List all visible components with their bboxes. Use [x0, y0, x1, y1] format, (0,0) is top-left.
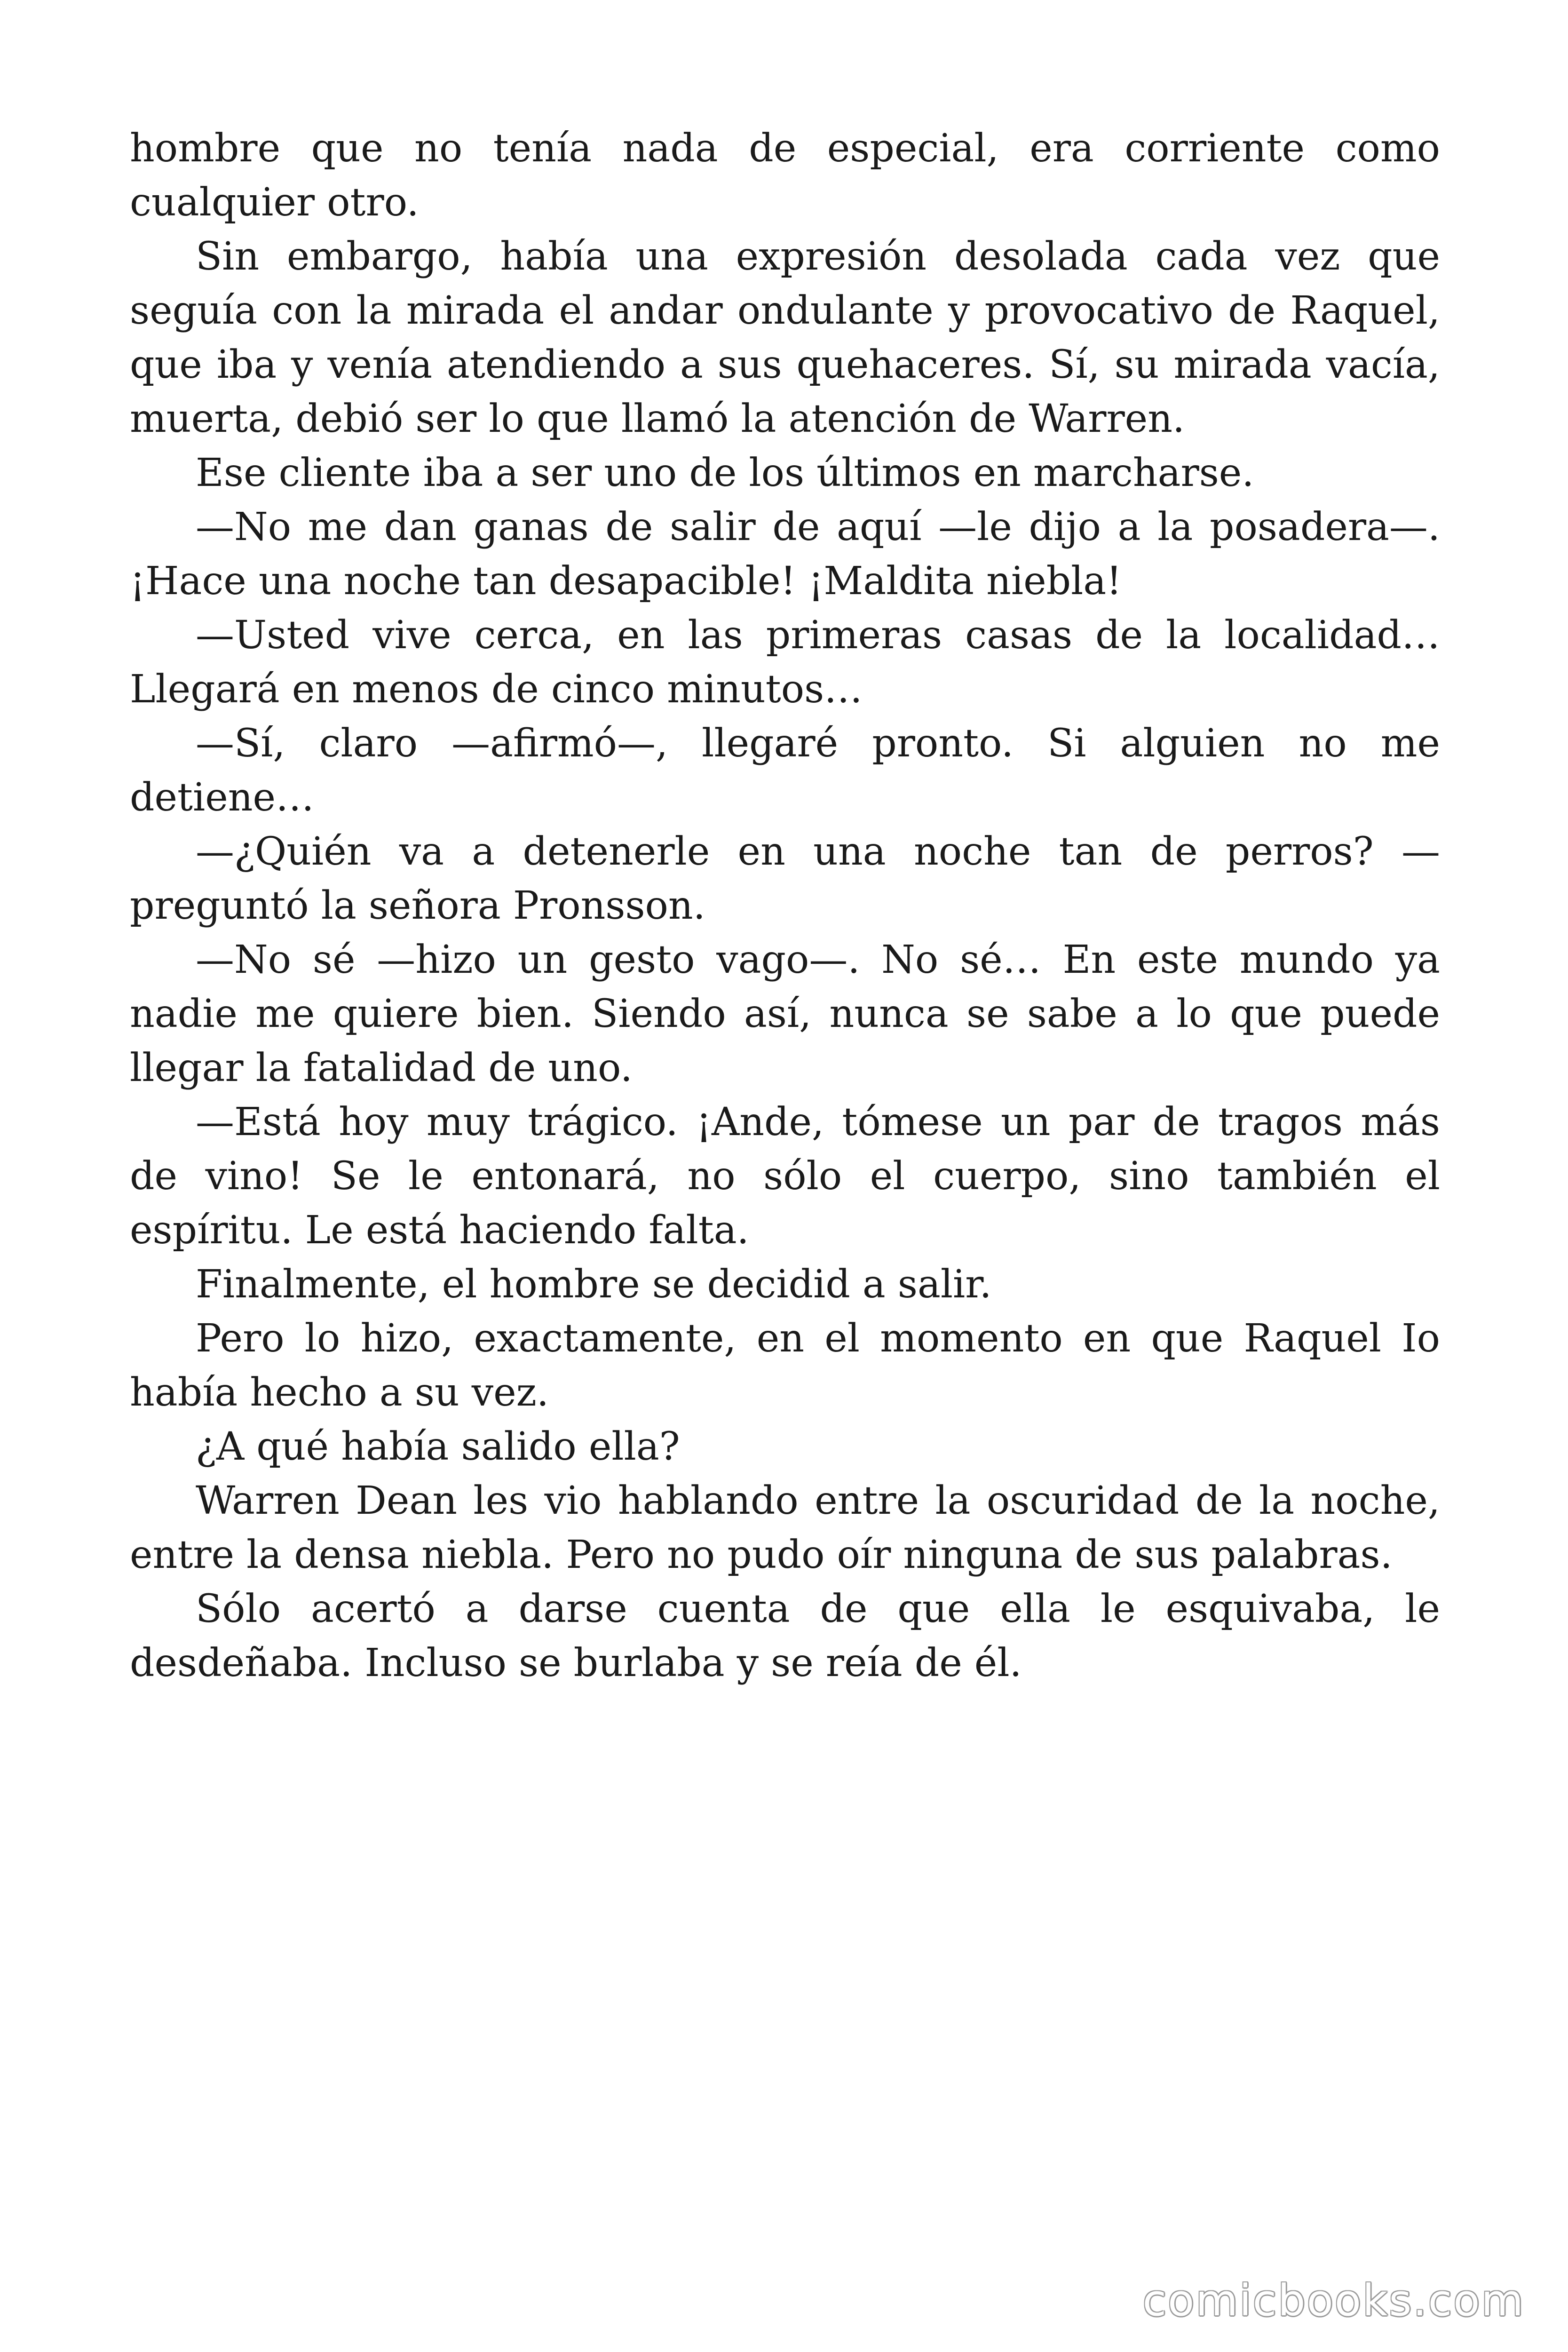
paragraph: Pero lo hizo, exactamente, en el momento en que Raquel Io había hecho a su vez.	[130, 1316, 1440, 1415]
dialogue-paragraph: —Usted vive cerca, en las primeras casas de la localidad… Llegará en menos de cinco minutos…	[130, 613, 1440, 712]
dialogue-paragraph: —No sé —hizo un gesto vago—. No sé… En este mundo ya nadie me quiere bien. Siendo así, nunca se sabe a lo que puede llegar la fatalidad de uno.	[130, 938, 1440, 1090]
dialogue-paragraph: —¿Quién va a detenerle en una noche tan de perros? —preguntó la señora Pronsson.	[130, 829, 1440, 928]
paragraph: Sólo acertó a darse cuenta de que ella le esquivaba, le desdeñaba. Incluso se burlaba y se reía de él.	[130, 1587, 1440, 1685]
paragraph: ¿A qué había salido ella?	[196, 1424, 680, 1469]
site-watermark: comicbooks.com	[1142, 2275, 1525, 2326]
paragraph: Warren Dean les vio hablando entre la oscuridad de la noche, entre la densa niebla. Pero no pudo oír ninguna de sus palabras.	[130, 1478, 1440, 1577]
page-body-text	[130, 121, 1440, 1690]
dialogue-paragraph: —Sí, claro —afirmó—, llegaré pronto. Si alguien no me detiene…	[130, 721, 1440, 820]
paragraph: Finalmente, el hombre se decidid a salir.	[196, 1262, 992, 1307]
dialogue-paragraph: —Está hoy muy trágico. ¡Ande, tómese un par de tragos más de vino! Se le entonará, no sólo el cuerpo, sino también el espíritu. Le está haciendo falta.	[130, 1100, 1440, 1253]
dialogue-paragraph: —No me dan ganas de salir de aquí —le dijo a la posadera—. ¡Hace una noche tan desapacible! ¡Maldita niebla!	[130, 505, 1440, 604]
paragraph: Sin embargo, había una expresión desolada cada vez que seguía con la mirada el andar ondulante y provocativo de Raquel, que iba y venía atendiendo a sus quehaceres. Sí, su mirada vacía, muerta, debió ser lo que llamó la atención de Warren.	[130, 234, 1440, 441]
paragraph: hombre que no tenía nada de especial, era corriente como cualquier otro.	[130, 126, 1440, 225]
paragraph: Ese cliente iba a ser uno de los últimos en marcharse.	[196, 451, 1254, 495]
